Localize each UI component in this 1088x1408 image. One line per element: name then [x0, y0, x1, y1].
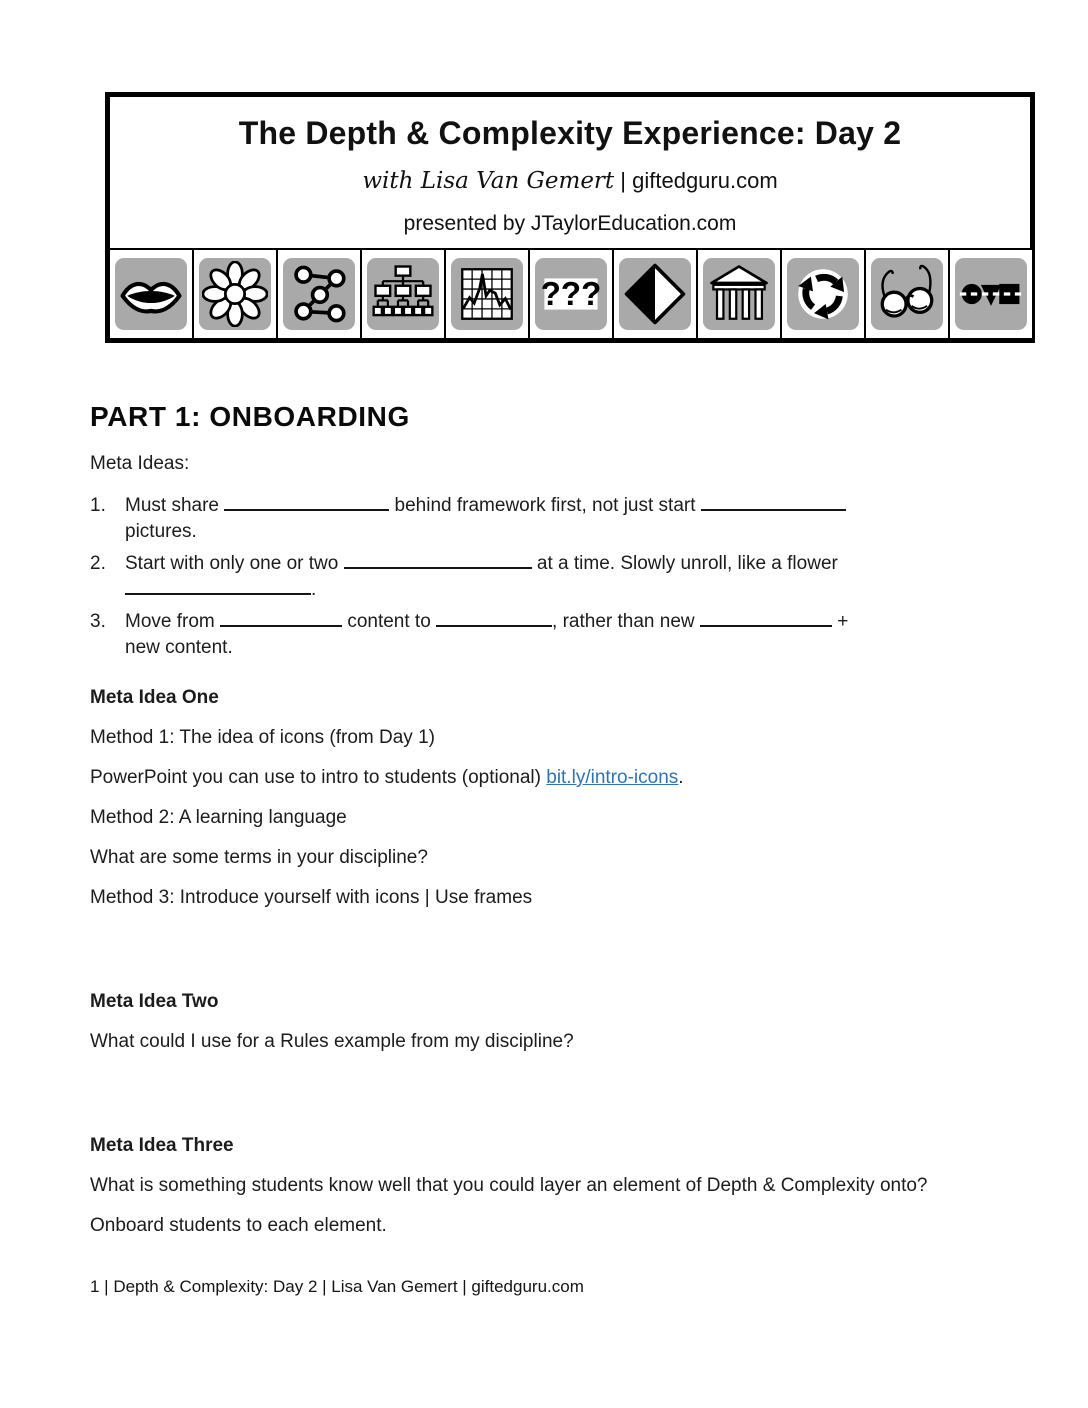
blank-line [125, 581, 311, 595]
page-title: The Depth & Complexity Experience: Day 2 [238, 115, 902, 151]
big-ideas-temple-icon [698, 250, 782, 338]
list-number: 2. [90, 553, 106, 574]
meta-idea-three-heading: Meta Idea Three [90, 1135, 234, 1156]
byline-author: with Lisa Van Gemert [362, 168, 615, 194]
terms-question: What are some terms in your discipline? [90, 847, 428, 868]
list-item [90, 493, 1008, 545]
powerpoint-line [90, 765, 1008, 791]
change-over-time-icon [782, 250, 866, 338]
part1-heading: PART 1: ONBOARDING [90, 401, 410, 432]
item-text: content to [347, 611, 431, 632]
item-text: at a time. Slowly unroll, like a flower [536, 553, 838, 574]
list-item [90, 609, 1008, 661]
across-disciplines-icon [950, 250, 1032, 338]
link-suffix: . [678, 767, 684, 788]
blank-line [436, 613, 552, 627]
meta-idea-two-heading: Meta Idea Two [90, 991, 219, 1012]
meta-ideas-label: Meta Ideas: [90, 453, 190, 474]
item-text: behind framework first, not just start [394, 495, 696, 516]
layer-question: What is something students know well that you could layer an element of Depth & Complexity onto? [90, 1175, 928, 1196]
blank-line [220, 613, 342, 627]
trends-graph-icon [446, 250, 530, 338]
multiple-perspectives-glasses-icon [866, 250, 950, 338]
depth-complexity-icon-strip [110, 248, 1030, 338]
meta-ideas-list [90, 493, 1008, 661]
list-number: 3. [90, 611, 106, 632]
ethics-diamond-icon [614, 250, 698, 338]
intro-icons-link[interactable]: bit.ly/intro-icons [546, 767, 679, 788]
presented-by: presented by JTaylorEducation.com [403, 212, 737, 235]
meta-idea-one-heading: Meta Idea One [90, 687, 219, 708]
method3-line: Method 3: Introduce yourself with icons | Use frames [90, 887, 533, 908]
method1-line: Method 1: The idea of icons (from Day 1) [90, 727, 435, 748]
list-number: 1. [90, 495, 106, 516]
page-footer: 1 | Depth & Complexity: Day 2 | Lisa Van Gemert | giftedguru.com [90, 1277, 584, 1296]
method2-line: Method 2: A learning language [90, 807, 347, 828]
unanswered-questions-icon [530, 250, 614, 338]
item-text: Move from [125, 611, 215, 632]
item-text: pictures. [125, 521, 197, 542]
main-content [90, 401, 1008, 1239]
patterns-icon [278, 250, 362, 338]
item-text: , rather than new [552, 611, 695, 632]
byline-site: | giftedguru.com [620, 168, 778, 193]
blank-line [700, 613, 832, 627]
item-text: . [311, 579, 317, 600]
header-box [105, 92, 1035, 343]
item-text: Must share [125, 495, 219, 516]
rules-hierarchy-icon [362, 250, 446, 338]
list-item [90, 551, 1008, 603]
byline [110, 168, 1030, 194]
question-marks-glyph: ??? [540, 275, 602, 312]
blank-line [224, 497, 389, 511]
onboard-line: Onboard students to each element. [90, 1215, 387, 1236]
item-text: + [837, 611, 849, 632]
blank-line [344, 555, 532, 569]
language-of-the-discipline-icon [110, 250, 194, 338]
details-flower-icon [194, 250, 278, 338]
rules-question: What could I use for a Rules example from my discipline? [90, 1031, 574, 1052]
blank-line [701, 497, 846, 511]
item-text: new content. [125, 637, 233, 658]
page [0, 92, 1088, 1297]
powerpoint-text: PowerPoint you can use to intro to students (optional) [90, 767, 541, 788]
item-text: Start with only one or two [125, 553, 339, 574]
